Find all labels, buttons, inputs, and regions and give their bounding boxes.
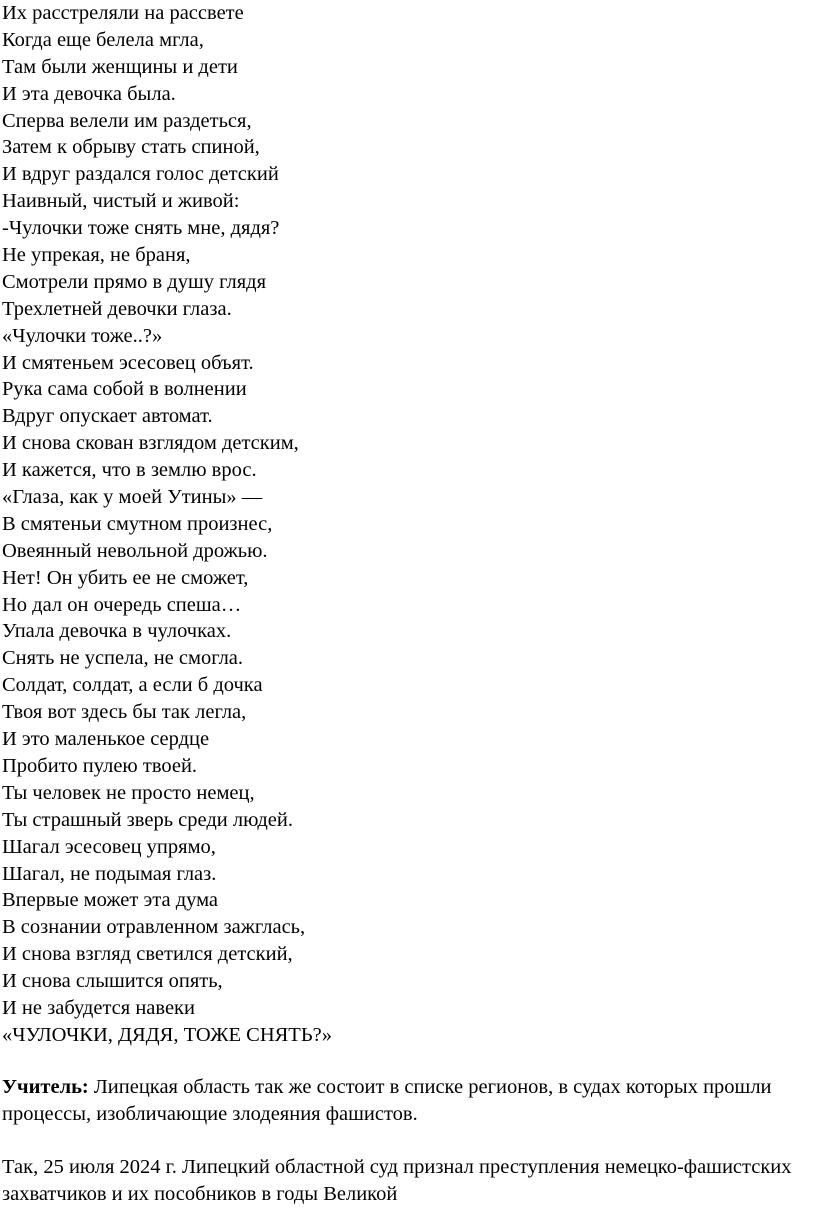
teacher-paragraph bbox=[2, 1074, 814, 1128]
teacher-text: Липецкая область так же состоит в списке регионов, в судах которых прошли процессы, изобличающие злодеяния фашистов. bbox=[2, 1075, 772, 1125]
poem-line: Наивный, чистый и живой: bbox=[2, 190, 240, 213]
poem-line: И снова взгляд светился детский, bbox=[2, 943, 293, 966]
poem-line: Затем к обрыву стать спиной, bbox=[2, 136, 260, 159]
poem-line: Упала девочка в чулочках. bbox=[2, 620, 232, 643]
poem-line: Ты человек не просто немец, bbox=[2, 781, 255, 804]
poem-line: И не забудется навеки bbox=[2, 996, 195, 1019]
poem-line: -Чулочки тоже снять мне, дядя? bbox=[2, 217, 280, 240]
poem-line: В смятеньи смутном произнес, bbox=[2, 512, 273, 535]
poem-line: И эта девочка была. bbox=[2, 82, 176, 105]
poem-line: Смотрели прямо в душу глядя bbox=[2, 270, 267, 293]
poem-line: И это маленькое сердце bbox=[2, 728, 210, 751]
poem-line: Рука сама собой в волнении bbox=[2, 378, 247, 401]
date-paragraph: Так, 25 июля 2024 г. Липецкий областной суд признал преступления немецко-фашистских захватчиков и их пособников в годы Великой bbox=[2, 1155, 792, 1205]
poem-line: Нет! Он убить ее не сможет, bbox=[2, 566, 249, 589]
poem-line: В сознании отравленном зажглась, bbox=[2, 916, 306, 939]
poem-line: Когда еще белела мгла, bbox=[2, 28, 204, 51]
poem-line: Снять не успела, не смогла. bbox=[2, 647, 244, 670]
poem bbox=[2, 0, 814, 1049]
poem-line: «ЧУЛОЧКИ, ДЯДЯ, ТОЖЕ СНЯТЬ?» bbox=[2, 1023, 332, 1046]
poem-line: Там были женщины и дети bbox=[2, 55, 238, 78]
poem-line: Их расстреляли на рассвете bbox=[2, 2, 244, 24]
speaker-label: Учитель: bbox=[2, 1075, 89, 1098]
poem-line: «Чулочки тоже..?» bbox=[2, 324, 163, 347]
poem-line: Шагал, не подымая глаз. bbox=[2, 862, 217, 885]
poem-line: И снова слышится опять, bbox=[2, 970, 223, 993]
poem-line: И вдруг раздался голос детский bbox=[2, 163, 279, 186]
poem-line: Ты страшный зверь среди людей. bbox=[2, 808, 293, 831]
poem-line: Овеянный невольной дрожью. bbox=[2, 539, 268, 562]
poem-line: Твоя вот здесь бы так легла, bbox=[2, 701, 247, 724]
poem-line: Пробито пулею твоей. bbox=[2, 754, 198, 777]
poem-line: Солдат, солдат, а если б дочка bbox=[2, 674, 263, 697]
poem-line: Шагал эсесовец упрямо, bbox=[2, 835, 216, 858]
document-page bbox=[2, 0, 814, 1208]
poem-line: Но дал он очередь спеша… bbox=[2, 593, 242, 616]
poem-line: И снова скован взглядом детским, bbox=[2, 432, 299, 455]
poem-line: Трехлетней девочки глаза. bbox=[2, 297, 232, 320]
poem-line: «Глаза, как у моей Утины» — bbox=[2, 486, 263, 509]
poem-line: Вдруг опускает автомат. bbox=[2, 405, 213, 428]
poem-line: Впервые может эта дума bbox=[2, 889, 219, 912]
poem-line: Не упрекая, не браня, bbox=[2, 244, 191, 267]
poem-line: И смятеньем эсесовец объят. bbox=[2, 351, 254, 374]
poem-line: Сперва велели им раздеться, bbox=[2, 109, 252, 132]
poem-line: И кажется, что в землю врос. bbox=[2, 459, 257, 482]
